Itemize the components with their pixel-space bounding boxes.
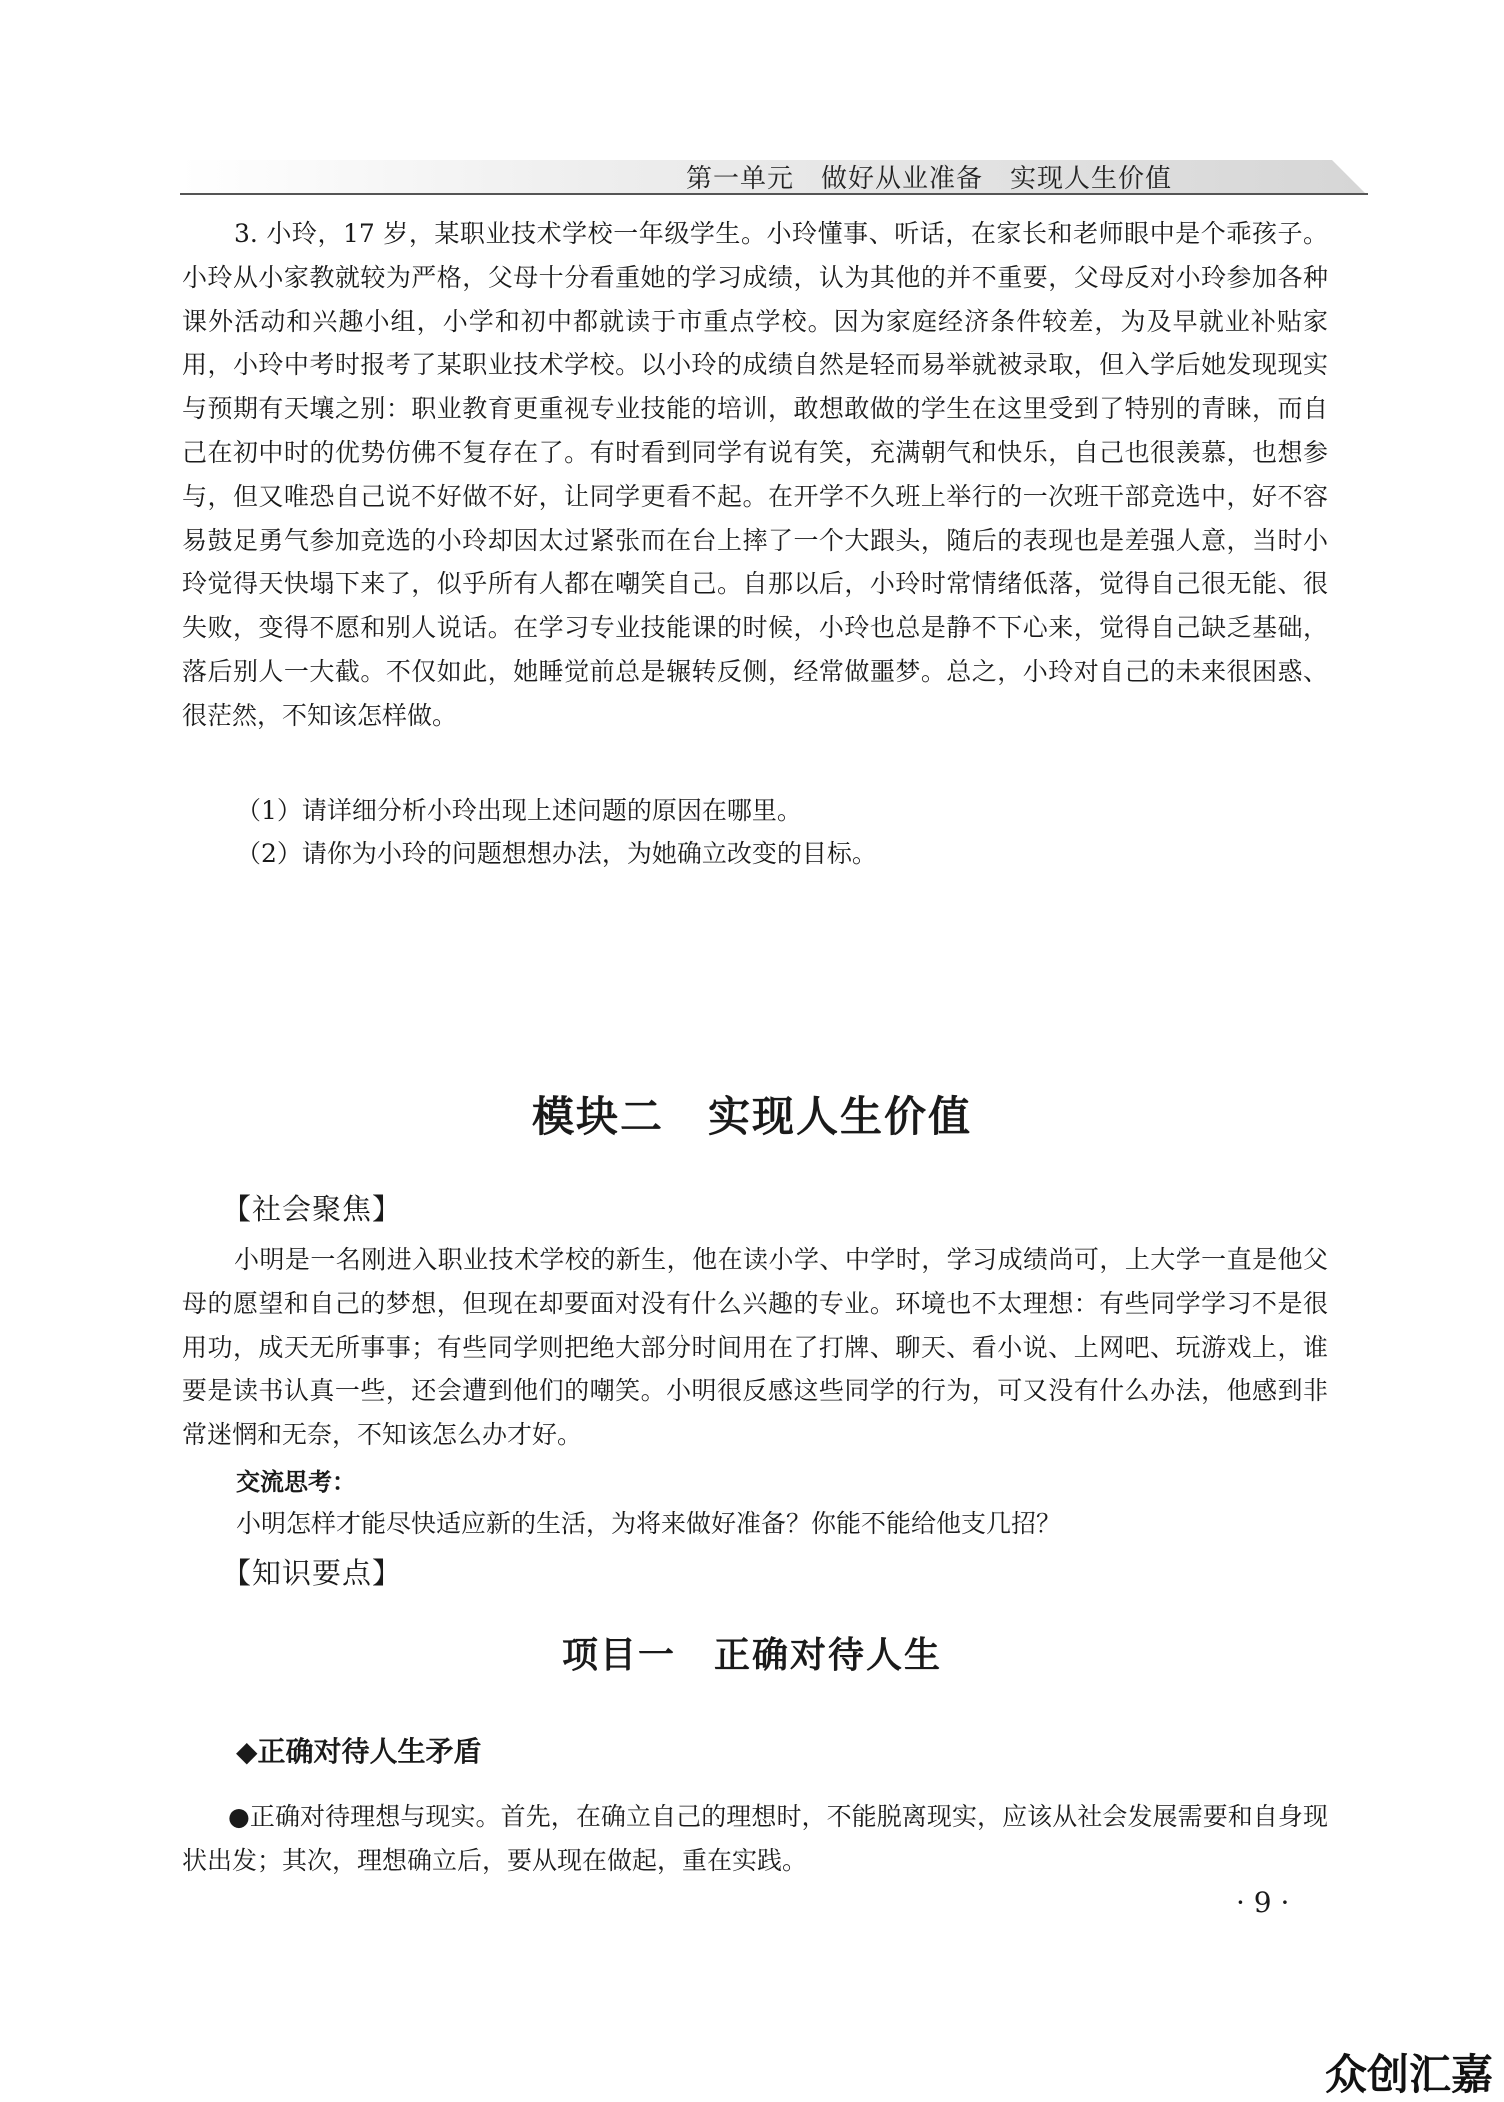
module-title: 模块二 实现人生价值: [531, 1092, 972, 1141]
social-focus-heading: 【社会聚焦】: [222, 1192, 403, 1226]
bullet-paragraph: ●正确对待理想与现实。首先，在确立自己的理想时，不能脱离现实，应该从社会发展需要和自身现状出发；其次，理想确立后，要从现在做起，重在实践。: [182, 1802, 1328, 1875]
discussion-question: 小明怎样才能尽快适应新的生活，为将来做好准备？你能不能给他支几招？: [236, 1509, 1062, 1538]
case-3-paragraph: 3. 小玲，17 岁，某职业技术学校一年级学生。小玲懂事、听话，在家长和老师眼中是个乖孩子。小玲从小家教就较为严格，父母十分看重她的学习成绩，认为其他的并不重要，父母反对小玲参加各种课外活动和兴趣小组，小学和初中都就读于市重点学校。因为家庭经济条件较差，为及早就业补贴家用，小玲中考时报考了某职业技术学校。以小玲的成绩自然是轻而易举就被录取，但入学后她发现现实与预期有天壤之别：职业教育更重视专业技能的培训，敢想敢做的学生在这里受到了特别的青睐，而自己在初中时的优势仿佛不复存在了。有时看到同学有说有笑，充满朝气和快乐，自己也很羡慕，也想参与，但又唯恐自己说不好做不好，让同学更看不起。在开学不久班上举行的一次班干部竞选中，好不容易鼓足勇气参加竞选的小玲却因太过紧张而在台上摔了一个大跟头，随后的表现也是差强人意，当时小玲觉得天快塌下来了，似乎所有人都在嘲笑自己。自那以后，小玲时常情绪低落，觉得自己很无能、很失败，变得不愿和别人说话。在学习专业技能课的时候，小玲也总是静不下心来，觉得自己缺乏基础，落后别人一大截。不仅如此，她睡觉前总是辗转反侧，经常做噩梦。总之，小玲对自己的未来很困惑、很茫然，不知该怎样做。: [182, 219, 1328, 730]
question-2: （2）请你为小玲的问题想想办法，为她确立改变的目标。: [236, 839, 877, 868]
project-title: 项目一 正确对待人生: [561, 1635, 942, 1676]
section-heading: ◆正确对待人生矛盾: [236, 1735, 482, 1768]
knowledge-heading: 【知识要点】: [222, 1556, 403, 1590]
watermark-logo: 众创汇嘉: [1325, 2050, 1494, 2099]
question-1: （1）请详细分析小玲出现上述问题的原因在哪里。: [236, 796, 802, 825]
page-number: · 9 ·: [1236, 1886, 1290, 1919]
running-header: 第一单元 做好从业准备 实现人生价值: [685, 164, 1172, 194]
social-focus-paragraph: 小明是一名刚进入职业技术学校的新生，他在读小学、中学时，学习成绩尚可，上大学一直是他父母的愿望和自己的梦想，但现在却要面对没有什么兴趣的专业。环境也不太理想：有些同学学习不是很用功，成天无所事事；有些同学则把绝大部分时间用在了打牌、聊天、看小说、上网吧、玩游戏上，谁要是读书认真一些，还会遭到他们的嘲笑。小明很反感这些同学的行为，可又没有什么办法，他感到非常迷惘和无奈，不知该怎么办才好。: [182, 1245, 1328, 1450]
discussion-label: 交流思考：: [236, 1468, 356, 1496]
